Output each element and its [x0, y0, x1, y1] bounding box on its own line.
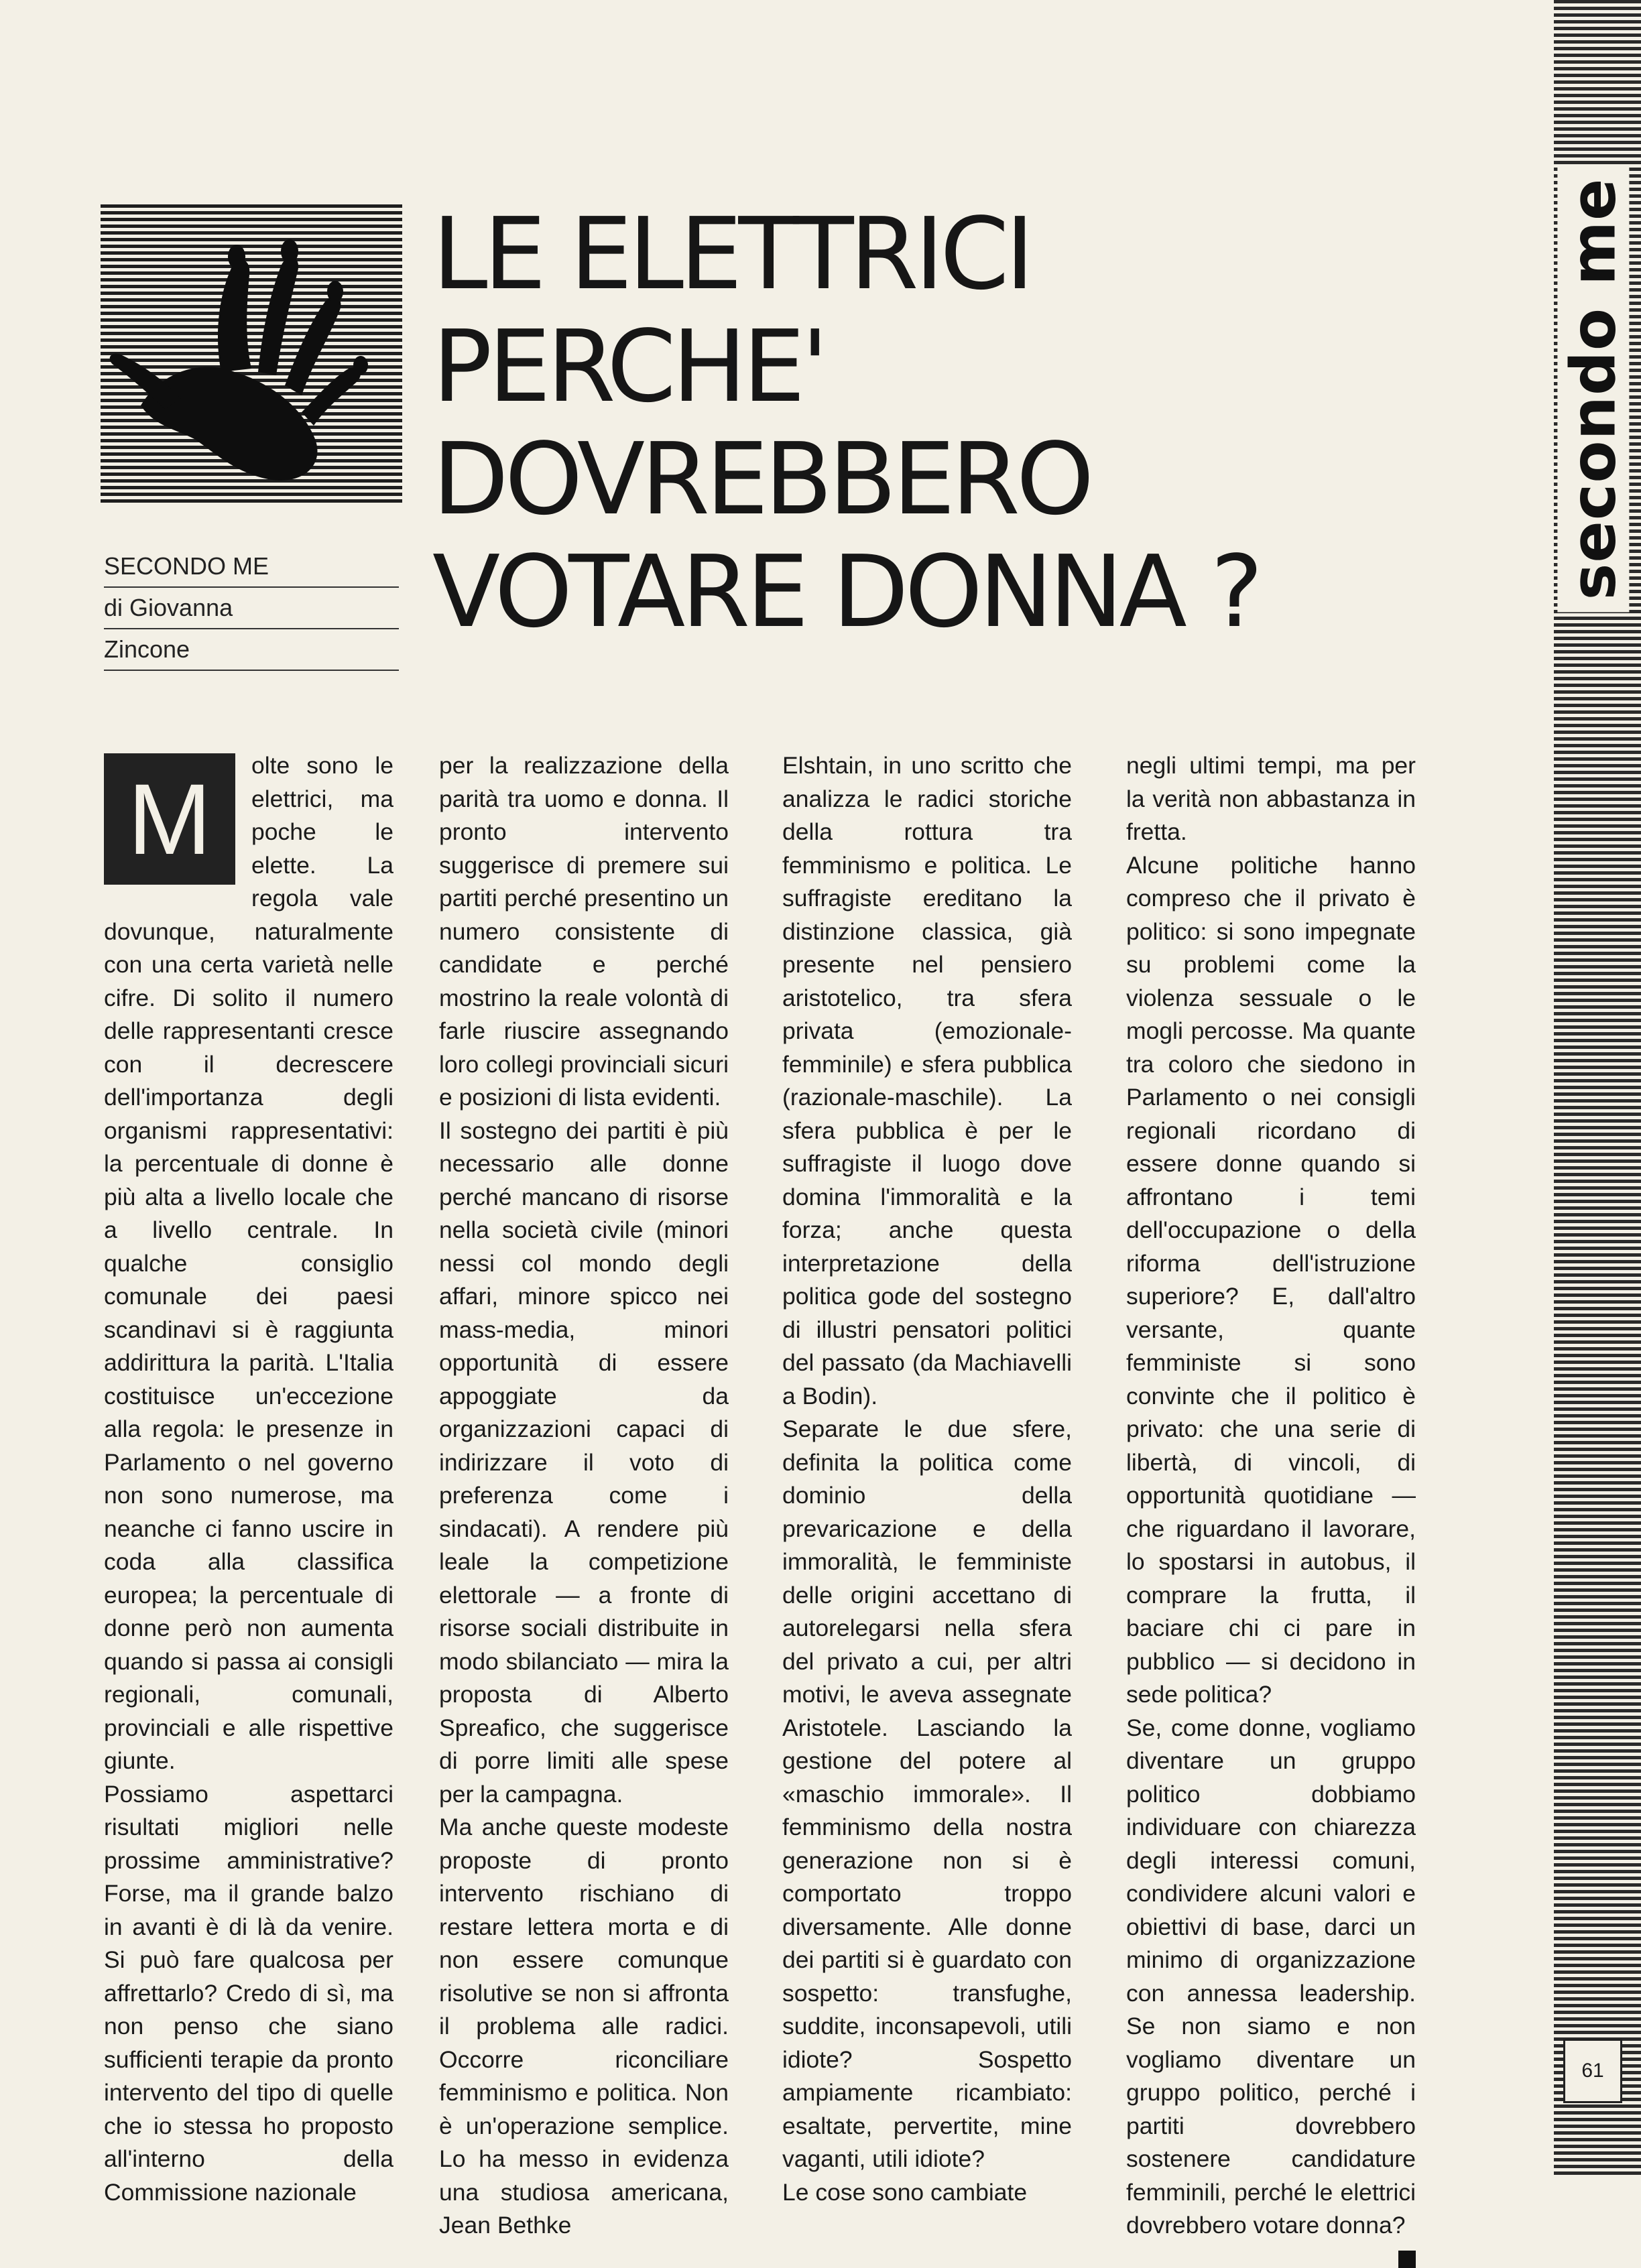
byline-author-line-1: di Giovanna [104, 588, 399, 629]
article-paragraph: Le cose sono cambiate [782, 2178, 1028, 2206]
page-number [1563, 2039, 1622, 2103]
headline-line-1: LE ELETTRICI [432, 196, 1031, 312]
article-paragraph: Separate le due sfere, definita la politica come dominio della prevaricazione e della immoralità, le femministe delle origini accettano di autorelegarsi nella sfera del privato a cui, per altri motivi, le aveva assegnate Aristotele. Lasciando la gestione del potere al «maschio immorale». Il femminismo della nostra generazione non si è comportato troppo diversamente. Alle donne dei partiti si è guardato con sospetto: transfughe, suddite, inconsapevoli, utili idiote? Sospetto ampiamente ricambiato: esaltate, pervertite, mine vaganti, utili idiote? [782, 1415, 1072, 2172]
article-column-2 [439, 749, 729, 2243]
end-square-icon [1398, 2251, 1416, 2268]
headline-line-3: DOVREBBERO [432, 422, 1091, 537]
handprint-image [101, 204, 402, 506]
headline-line-2: PERCHE' [432, 309, 825, 424]
handprint-icon [101, 204, 402, 506]
article-paragraph: per la realizzazione della parità tra uomo e donna. Il pronto intervento suggerisce di premere sui partiti perché presentino un numero consistente di candidate e perché mostrino la reale volontà di farle riuscire assegnando loro collegi provinciali sicuri e posizioni di lista evidenti. [439, 752, 729, 1111]
section-label [1550, 178, 1637, 600]
article-column-3 [782, 749, 1072, 2209]
article-column-4 [1126, 749, 1416, 2268]
article-paragraph: Elshtain, in uno scritto che analizza le radici storiche della rottura tra femminismo e politica. Le suffragiste ereditano la distinzione classica, già presente nel pensiero aristotelico, tra sfera privata (emozionale-femminile) e sfera pubblica (razionale-maschile). La sfera pubblica è per le suffragiste il luogo dove domina l'immoralità e la forza; anche questa interpretazione della politica gode del sostegno di illustri pensatori politici del passato (da Machiavelli a Bodin). [782, 752, 1072, 1409]
article-paragraph: Il sostegno dei partiti è più necessario alle donne perché mancano di risorse nella società civile (minori nessi col mondo degli affari, minore spicco nei mass-media, minori opportunità di essere appoggiate da organizzazioni capaci di indirizzare il voto di preferenza come i sindacati). A rendere più leale la competizione elettorale — a fronte di risorse sociali distribuite in modo sbilanciato — mira la proposta di Alberto Spreafico, che suggerisce di porre limiti alle spese per la campagna. [439, 1117, 729, 1808]
headline-line-4: VOTARE DONNA ? [432, 534, 1260, 649]
byline [104, 546, 399, 671]
article-paragraph: Possiamo aspettarci risultati migliori nelle prossime amministrative? Forse, ma il grande balzo in avanti è di là da venire. Si può fare qualcosa per affrettarlo? Credo di sì, ma non penso che siano sufficienti terapie da pronto intervento del tipo di quelle che io stessa ho proposto all'interno della Commissione nazionale [104, 1780, 393, 2206]
section-label-text: secondo me [1558, 166, 1630, 612]
drop-cap: M [104, 753, 235, 885]
article-paragraph: Ma anche queste modeste proposte di pronto intervento rischiano di restare lettera morta e di non essere comunque risolutive se non si affronta il problema alle radici. Occorre riconciliare femminismo e politica. Non è un'operazione semplice. Lo ha messo in evidenza una studiosa americana, Jean Bethke [439, 1814, 729, 2239]
article-column-1 [104, 749, 393, 2209]
article-text: olte sono le elettrici, ma poche le elette. La regola vale dovunque, naturalmente con una certa varietà nelle cifre. Di solito il numero delle rappresentanti cresce con il decrescere dell'importanza degli organismi rappresentativi: la percentuale di donne è più alta a livello locale che a livello centrale. In qualche consiglio comunale dei paesi scandinavi si è raggiunta addirittura la parità. L'Italia costituisce un'eccezione alla regola: le presenze in Parlamento o nel governo non sono numerose, ma neanche ci fanno uscire in coda alla classifica europea; la percentuale di donne però non aumenta quando si passa ai consigli regionali, comunali, provinciali e alle rispettive giunte. [104, 752, 393, 1774]
page-number-text: 61 [1581, 2060, 1604, 2082]
article-paragraph [1126, 1712, 1416, 2243]
article-text: Se, come donne, vogliamo diventare un gruppo politico dobbiamo individuare con chiarezza degli interessi comuni, condividere alcuni valori e obiettivi di base, darci un minimo di organizzazione con annessa leadership. Se non siamo e non vogliamo diventare un gruppo politico, perché i partiti dovrebbero sostenere candidature femminili, perché le elettrici dovrebbero votare donna? [1126, 1714, 1416, 2239]
article-paragraph [104, 749, 393, 1778]
article-paragraph: negli ultimi tempi, ma per la verità non abbastanza in fretta. [1126, 752, 1416, 845]
headline [432, 198, 1438, 648]
byline-author-line-2: Zincone [104, 629, 399, 671]
byline-section: SECONDO ME [104, 546, 399, 588]
article-paragraph: Alcune politiche hanno compreso che il privato è politico: si sono impegnate su problemi come la violenza sessuale o le mogli percosse. Ma quante tra coloro che siedono in Parlamento o nei consigli regionali ricordano di essere donne quando si affrontano i temi dell'occupazione o della riforma dell'istruzione superiore? E, dall'altro versante, quante femministe si sono convinte che il politico è privato: che una serie di libertà, di vincoli, di opportunità quotidiane — che riguardano il lavorare, lo spostarsi in autobus, il comprare la frutta, il baciare chi ci pare in pubblico — si decidono in sede politica? [1126, 851, 1416, 1708]
